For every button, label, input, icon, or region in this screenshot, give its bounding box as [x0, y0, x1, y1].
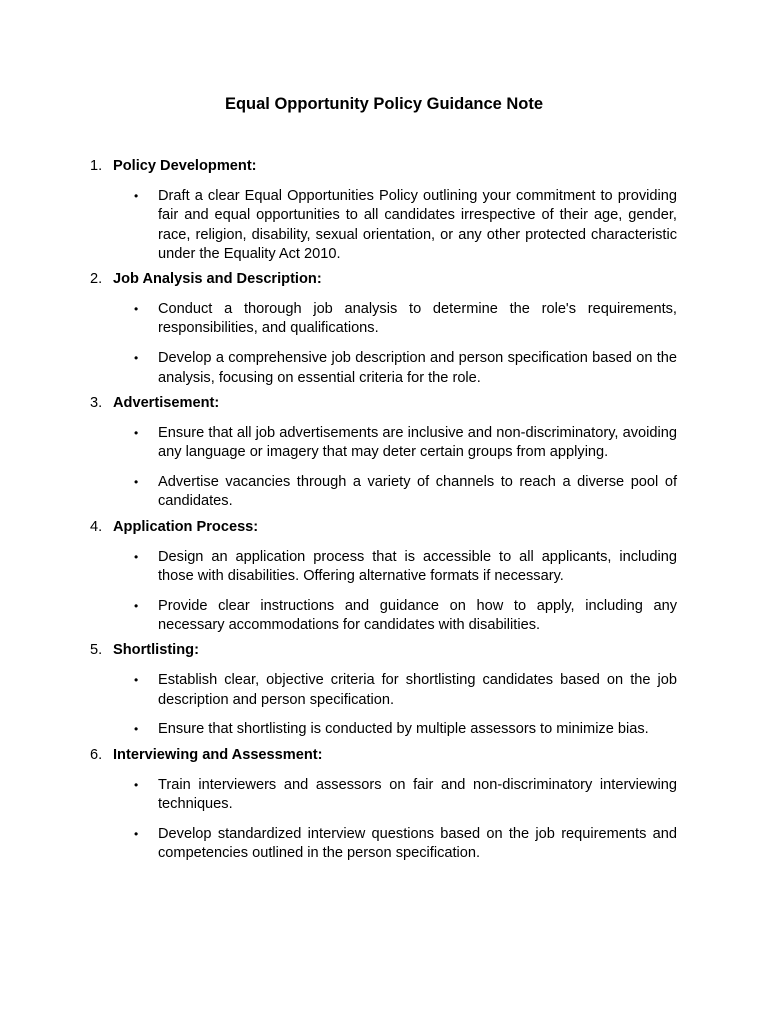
- section-heading: [90, 157, 677, 177]
- section-title: Interviewing and Assessment:: [113, 746, 323, 763]
- bullet-text: Develop standardized interview questions based on the job requirements and competencies outlined in the person specification.: [158, 825, 677, 862]
- bullet-text: Provide clear instructions and guidance on how to apply, including any necessary accommodations for candidates with disabilities.: [158, 597, 677, 633]
- list-item: [90, 597, 677, 636]
- list-item: [90, 776, 677, 815]
- bullet-text: Draft a clear Equal Opportunities Policy outlining your commitment to providing fair and equal opportunities to all candidates irrespective of their age, gender, race, religion, disability, sexual orientation, or any other protected characteristic under the Equality Act 2010.: [158, 188, 677, 262]
- section-interviewing: [90, 746, 677, 864]
- section-heading: [90, 746, 677, 766]
- bullet-text: Advertise vacancies through a variety of channels to reach a diverse pool of candidates.: [158, 473, 677, 510]
- section-title: Policy Development:: [113, 158, 257, 174]
- list-item: [90, 300, 677, 339]
- bullet-text: Ensure that shortlisting is conducted by multiple assessors to minimize bias.: [158, 721, 649, 738]
- bullet-list: [90, 671, 677, 739]
- bullet-icon: •: [134, 598, 139, 613]
- section-number: 5.: [90, 642, 103, 659]
- bullet-list: [90, 300, 677, 388]
- list-item: [90, 424, 677, 463]
- bullet-icon: •: [134, 826, 139, 841]
- list-item: [90, 671, 677, 710]
- bullet-text: Develop a comprehensive job description and person specification based on the analysis, focusing on essential criteria for the role.: [158, 350, 677, 386]
- bullet-list: [90, 424, 677, 512]
- list-item: [90, 187, 677, 264]
- section-heading: [90, 394, 677, 414]
- policy-sections: [90, 157, 677, 869]
- page-title: Equal Opportunity Policy Guidance Note: [224, 95, 544, 113]
- bullet-text: Design an application process that is accessible to all applicants, including those with disabilities. Offering alternative formats if necessary.: [158, 548, 677, 584]
- bullet-icon: •: [134, 189, 139, 203]
- bullet-list: [90, 776, 677, 864]
- bullet-text: Conduct a thorough job analysis to determine the role's requirements, responsibilities, and qualifications.: [158, 301, 677, 337]
- list-item: [90, 349, 677, 388]
- list-item: [90, 720, 677, 739]
- section-number: 6.: [90, 746, 103, 763]
- list-item: [90, 825, 677, 864]
- section-job-analysis: [90, 270, 677, 388]
- bullet-text: Train interviewers and assessors on fair and non-discriminatory interviewing techniques.: [158, 776, 677, 812]
- bullet-icon: •: [134, 549, 139, 564]
- section-advertisement: [90, 394, 677, 512]
- section-title: Application Process:: [113, 518, 259, 535]
- section-heading: [90, 641, 677, 661]
- list-item: [90, 473, 677, 512]
- section-shortlisting: [90, 641, 677, 739]
- section-policy-development: [90, 157, 677, 264]
- bullet-icon: •: [134, 673, 139, 688]
- bullet-list: [90, 187, 677, 264]
- bullet-icon: •: [134, 777, 139, 792]
- bullet-icon: •: [134, 474, 139, 489]
- section-number: 4.: [90, 518, 103, 535]
- bullet-icon: •: [134, 351, 139, 366]
- section-number: 2.: [90, 271, 103, 288]
- section-title: Shortlisting:: [113, 642, 199, 659]
- bullet-icon: •: [134, 425, 139, 440]
- bullet-icon: •: [134, 302, 139, 317]
- section-heading: [90, 518, 677, 538]
- section-title: Advertisement:: [113, 394, 220, 411]
- section-number: 3.: [90, 394, 103, 411]
- section-application-process: [90, 518, 677, 636]
- section-number: 1.: [90, 158, 103, 174]
- section-title: Job Analysis and Description:: [113, 271, 322, 288]
- bullet-list: [90, 548, 677, 636]
- bullet-text: Establish clear, objective criteria for shortlisting candidates based on the job description and person specification.: [158, 672, 677, 708]
- section-heading: [90, 270, 677, 290]
- bullet-icon: •: [134, 722, 139, 737]
- list-item: [90, 548, 677, 587]
- bullet-text: Ensure that all job advertisements are inclusive and non-discriminatory, avoiding any language or imagery that may deter certain groups from applying.: [158, 424, 677, 461]
